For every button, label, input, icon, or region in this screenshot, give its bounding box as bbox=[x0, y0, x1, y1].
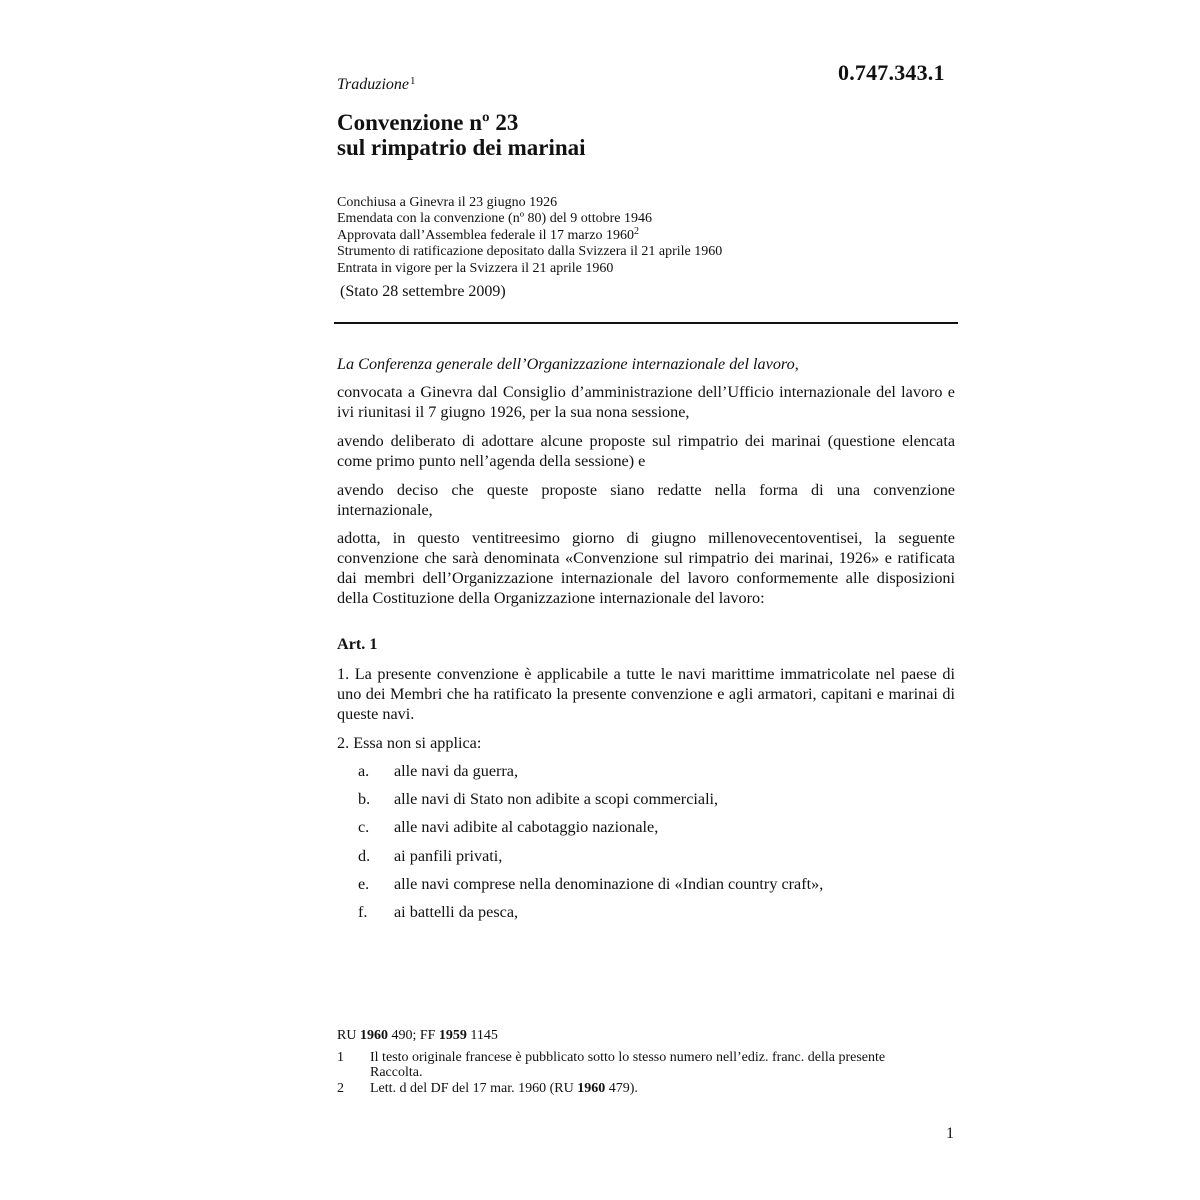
list-item-text: alle navi da guerra, bbox=[394, 762, 519, 780]
footnote-mark-2[interactable]: 2 bbox=[634, 225, 640, 237]
footnote-mark-1[interactable]: 1 bbox=[410, 75, 416, 87]
official-reference bbox=[337, 1028, 498, 1044]
list-item-letter: f. bbox=[358, 902, 368, 921]
status-date: (Stato 28 settembre 2009) bbox=[340, 283, 506, 300]
list-item-text: ai battelli da pesca, bbox=[394, 902, 519, 921]
article-1-paragraph-2: 2. Essa non si applica: bbox=[337, 734, 482, 752]
translation-label-text: Traduzione bbox=[337, 76, 410, 93]
footnote-number: 1 bbox=[337, 1050, 344, 1065]
ref-end: 1145 bbox=[466, 1028, 498, 1043]
title-line-2: sul rimpatrio dei marinai bbox=[337, 135, 586, 160]
meta-ratification: Strumento di ratificazione depositato dalla Svizzera il 21 aprile 1960 bbox=[337, 244, 723, 260]
footnote-text-after: 479). bbox=[605, 1081, 638, 1096]
meta-amended: Emendata con la convenzione (nº 80) del 9 ottobre 1946 bbox=[337, 211, 652, 227]
list-item bbox=[358, 846, 823, 874]
list-item bbox=[358, 902, 823, 930]
list-item-text: alle navi comprese nella denominazione di «Indian country craft», bbox=[394, 874, 824, 893]
translation-label bbox=[337, 75, 416, 94]
document-title bbox=[337, 110, 586, 160]
list-item bbox=[358, 817, 823, 845]
footnote-text: Il testo originale francese è pubblicato sotto lo stesso numero nell’ediz. franc. della presente Raccolta. bbox=[370, 1050, 886, 1080]
list-item-letter: b. bbox=[358, 790, 371, 809]
ref-mid: 490; FF bbox=[387, 1028, 439, 1043]
list-item-text: alle navi adibite al cabotaggio nazionale, bbox=[394, 818, 659, 837]
meta-approved bbox=[337, 225, 722, 244]
title-line-1: Convenzione nº 23 bbox=[337, 110, 519, 135]
list-item bbox=[358, 761, 823, 789]
preamble-paragraph-4: adotta, in questo ventitreesimo giorno di giugno millenovecentoventisei, la seguente convenzione che sarà denominata «Convenzione sul rimpatrio dei marinai, 1926» e ratificata dai membri dell’Organizzazione internazionale del lavoro conformemente alle disposizioni della Costituzione della Organizzazione internazionale del lavoro: bbox=[337, 529, 955, 607]
footnote-bold-year: 1960 bbox=[577, 1081, 606, 1096]
preamble-paragraph-3: avendo deciso che queste proposte siano redatte nella forma di una convenzione internazionale, bbox=[337, 481, 955, 519]
footnote-text-before: Lett. d del DF del 17 mar. 1960 (RU bbox=[370, 1081, 578, 1096]
preamble-intro: La Conferenza generale dell’Organizzazione internazionale del lavoro, bbox=[337, 355, 799, 373]
list-item-text: alle navi di Stato non adibite a scopi commerciali, bbox=[394, 790, 719, 809]
list-item bbox=[358, 874, 823, 902]
list-item-letter: c. bbox=[358, 818, 370, 837]
meta-in-force: Entrata in vigore per la Svizzera il 21 aprile 1960 bbox=[337, 260, 614, 276]
list-item-letter: a. bbox=[358, 762, 370, 780]
list-item-letter: e. bbox=[358, 874, 370, 893]
ref-year-2: 1959 bbox=[438, 1028, 467, 1043]
ref-year-1: 1960 bbox=[359, 1028, 388, 1043]
preamble-paragraph-1: convocata a Ginevra dal Consiglio d’amministrazione dell’Ufficio internazionale del lavoro e ivi riunitasi il 7 giugno 1926, per la sua nona sessione, bbox=[337, 383, 955, 421]
footnote-2 bbox=[337, 1081, 930, 1096]
list-item-text: ai panfili privati, bbox=[394, 846, 503, 865]
meta-approved-text: Approvata dall’Assemblea federale il 17 marzo 1960 bbox=[337, 227, 635, 243]
page-number: 1 bbox=[946, 1125, 954, 1142]
exclusion-list bbox=[358, 761, 823, 930]
ref-prefix: RU bbox=[337, 1028, 360, 1043]
list-item-letter: d. bbox=[358, 846, 371, 865]
article-1-paragraph-1: 1. La presente convenzione è applicabile a tutte le navi marittime immatricolate nel paese di uno dei Membri che ha ratificato la presente convenzione e agli armatori, capitani e marinai di queste navi. bbox=[337, 665, 955, 723]
preamble-paragraph-2: avendo deliberato di adottare alcune proposte sul rimpatrio dei marinai (questione elencata come primo punto nell’agenda della sessione) e bbox=[337, 432, 955, 470]
document-metadata bbox=[337, 195, 722, 277]
meta-concluded: Conchiusa a Ginevra il 23 giugno 1926 bbox=[337, 195, 558, 210]
article-1-heading: Art. 1 bbox=[337, 635, 378, 653]
footnote-text bbox=[370, 1081, 930, 1096]
footnote-number: 2 bbox=[337, 1081, 344, 1096]
document-number: 0.747.343.1 bbox=[838, 60, 945, 85]
list-item bbox=[358, 789, 823, 817]
header-divider bbox=[334, 322, 958, 324]
footnote-1 bbox=[337, 1050, 930, 1080]
